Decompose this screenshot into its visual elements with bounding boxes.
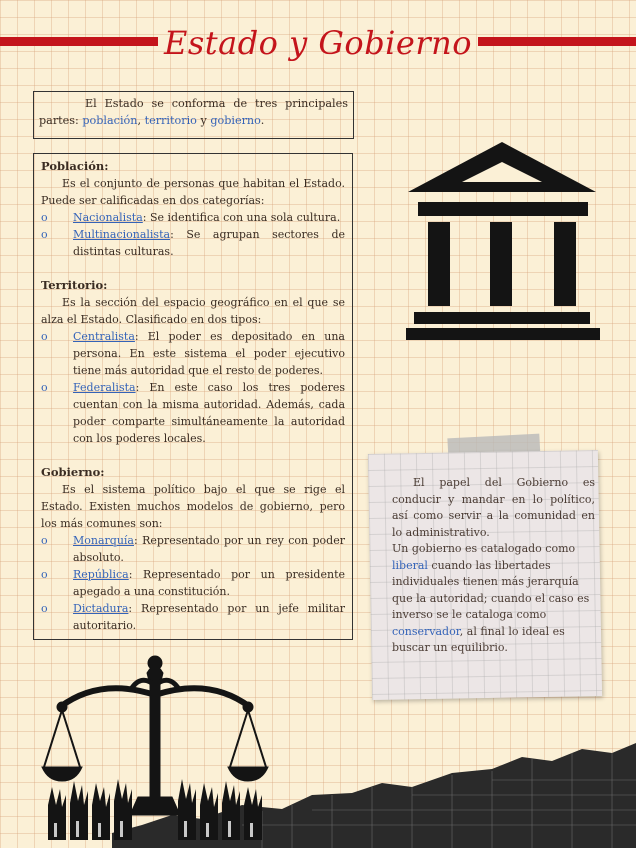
- term: Federalista: [73, 381, 136, 394]
- intro-separator: y: [196, 114, 211, 127]
- section-heading-poblacion: Población:: [41, 159, 109, 173]
- term-liberal: liberal: [392, 558, 428, 572]
- justice-scales-icon: [40, 655, 270, 840]
- intro-term-territorio: territorio: [144, 114, 197, 127]
- term: Multinacionalista: [73, 228, 171, 241]
- intro-term-poblacion: población: [82, 114, 138, 127]
- page-title: Estado y Gobierno: [163, 24, 473, 62]
- intro-term-gobierno: gobierno: [210, 114, 261, 127]
- bullet-icon: o: [41, 381, 48, 394]
- list-item: [41, 600, 345, 634]
- term: Nacionalista: [73, 211, 143, 224]
- note-paragraph-1: El papel del Gobierno es conducir y mandar en lo político, así como servir a la comunidad en lo administrativo.: [392, 476, 595, 539]
- section-text-poblacion: Es el conjunto de personas que habitan el Estado. Puede ser calificadas en dos categorías:: [41, 177, 345, 207]
- intro-separator: ,: [137, 114, 145, 127]
- item-text: : Se identifica con una sola cultura.: [142, 211, 341, 224]
- section-heading-gobierno: Gobierno:: [41, 465, 105, 479]
- government-building-icon: [404, 140, 600, 340]
- term: Dictadura: [73, 602, 129, 615]
- term: Centralista: [73, 330, 135, 343]
- list-item: [41, 226, 345, 260]
- note-text: [392, 475, 595, 657]
- bullet-icon: o: [41, 330, 48, 343]
- definitions-box: [33, 153, 353, 640]
- list-item: [41, 209, 345, 226]
- intro-box: [33, 91, 354, 139]
- item-text: : Representado por un presidente apegado a una constitución.: [73, 568, 345, 598]
- note-text-part: cuando las libertades individuales tienen más jerarquía que la autoridad; cuando el caso es inverso se le cataloga como: [392, 558, 590, 621]
- item-text: : Representado por un jefe militar autoritario.: [73, 602, 345, 632]
- bullet-icon: o: [41, 534, 48, 547]
- item-text: : En este caso los tres poderes cuentan con la misma autoridad. Además, cada poder comparte simultáneamente la autoridad con los poderes locales.: [73, 381, 345, 445]
- list-item: [41, 566, 345, 600]
- intro-text: El Estado se conforma de tres principales partes:: [39, 97, 348, 127]
- bullet-icon: o: [41, 602, 48, 615]
- section-heading-territorio: Territorio:: [41, 278, 108, 292]
- section-text-gobierno: Es el sistema político bajo el que se rige el Estado. Existen muchos modelos de gobierno, pero los más comunes son:: [41, 483, 345, 530]
- note-paragraph-2: [392, 541, 595, 657]
- term: Monarquía: [73, 534, 134, 547]
- bullet-icon: o: [41, 211, 48, 224]
- note-text-part: Un gobierno es catalogado como: [392, 542, 576, 555]
- title-rule-right: [478, 37, 636, 46]
- note-text-part: , al final lo ideal es buscar un equilibrio.: [392, 624, 565, 654]
- item-text: : Se agrupan sectores de distintas culturas.: [73, 228, 345, 258]
- item-text: : El poder es depositado en una persona. En este sistema el poder ejecutivo tiene más autoridad que el resto de poderes.: [73, 330, 345, 377]
- section-text-territorio: Es la sección del espacio geográfico en el que se alza el Estado. Clasificado en dos tipos:: [41, 296, 345, 326]
- bullet-icon: o: [41, 568, 48, 581]
- bullet-icon: o: [41, 228, 48, 241]
- title-rule-left: [0, 37, 158, 46]
- list-item: [41, 328, 345, 379]
- intro-end: .: [260, 114, 265, 127]
- list-item: [41, 532, 345, 566]
- term: República: [73, 568, 129, 581]
- item-text: : Representado por un rey con poder absoluto.: [73, 534, 345, 564]
- list-item: [41, 379, 345, 447]
- term-conservador: conservador: [392, 624, 460, 638]
